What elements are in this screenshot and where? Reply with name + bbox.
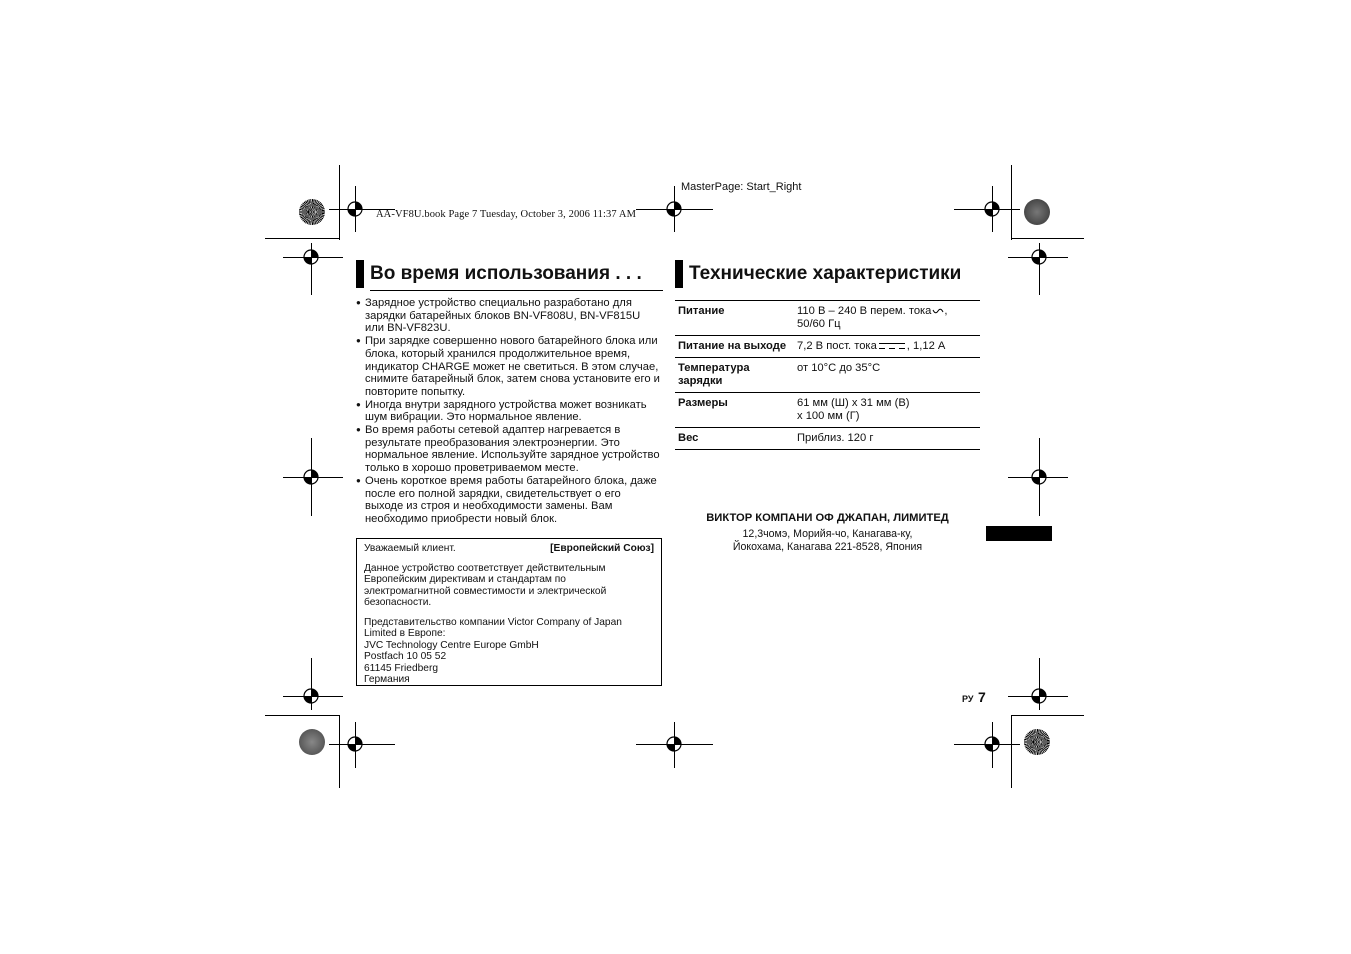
spec-value: от 10°C до 35°C <box>794 358 980 393</box>
spec-label: Питание <box>675 301 794 336</box>
company-name: ВИКТОР КОМПАНИ ОФ ДЖАПАН, ЛИМИТЕД <box>706 512 949 524</box>
title-bar-marker <box>675 260 683 288</box>
registration-target-icon <box>664 734 684 754</box>
masterpage-label: MasterPage: Start_Right <box>681 181 802 193</box>
eu-compliance-text: Данное устройство соответствует действительным Европейским директивам и стандартам по электромагнитной совместимости и электрической безопасности. <box>364 562 607 608</box>
gray-patch-icon <box>299 729 325 755</box>
spec-value: Приблиз. 120 г <box>794 428 980 450</box>
registration-target-icon <box>301 467 321 487</box>
list-item: ● Иногда внутри зарядного устройства может возникать шум вибрации. Это нормальное явление. <box>356 399 662 424</box>
registration-target-icon <box>982 199 1002 219</box>
page-lang-code: РУ <box>962 694 974 704</box>
table-row <box>675 393 980 428</box>
spec-label: Вес <box>675 428 794 450</box>
table-row <box>675 358 980 393</box>
left-section-header <box>356 260 663 291</box>
registration-target-icon <box>301 247 321 267</box>
spec-label: Температура зарядки <box>675 358 794 393</box>
address-line: Представительство компании Victor Company of Japan <box>364 616 622 628</box>
list-item: ● Во время работы сетевой адаптер нагревается в результате преобразования электроэнергии. Это нормальное явление. Используйте зарядное устройство только в хорошо проветриваемом месте. <box>356 424 662 475</box>
registration-target-icon <box>982 734 1002 754</box>
registration-target-icon <box>1029 686 1049 706</box>
usage-notes-list <box>356 297 662 526</box>
company-address-line: 12,3чомэ, Морийя-чо, Канагава-ку, <box>742 528 913 540</box>
left-section-title: Во время использования . . . <box>370 263 642 284</box>
list-item: ● Очень короткое время работы батарейного блока, даже после его полной зарядки, свидетельствует о его выходе из строя и необходимости замены. Вам необходимо приобрести новый блок. <box>356 475 662 526</box>
specs-table <box>675 300 980 450</box>
table-row <box>675 301 980 336</box>
spec-value-line2: 50/60 Гц <box>797 318 841 330</box>
language-tab-marker <box>986 526 1052 541</box>
registration-target-icon <box>301 686 321 706</box>
table-row <box>675 336 980 358</box>
table-row <box>675 428 980 450</box>
registration-target-icon <box>1029 467 1049 487</box>
registration-target-icon <box>345 734 365 754</box>
address-line: JVC Technology Centre Europe GmbH <box>364 639 539 651</box>
address-line: Limited в Европе: <box>364 628 446 639</box>
spec-value <box>794 393 980 428</box>
registration-target-icon <box>1029 247 1049 267</box>
eu-notice-box <box>356 538 662 686</box>
address-line: Postfach 10 05 52 <box>364 651 447 662</box>
starburst-mark-icon <box>1024 729 1050 755</box>
starburst-mark-icon <box>299 199 325 225</box>
dc-symbol-icon <box>879 342 905 351</box>
right-section-title: Технические характеристики <box>689 263 962 284</box>
company-address-line: Йокохама, Канагава 221-8528, Япония <box>732 541 923 553</box>
spec-label: Размеры <box>675 393 794 428</box>
book-info-line: AA-VF8U.book Page 7 Tuesday, October 3, 2006 11:37 AM <box>376 209 637 220</box>
right-section-header <box>675 260 980 288</box>
list-item: ● Зарядное устройство специально разработано для зарядки батарейных блоков BN-VF808U, BN-VF815U или BN-VF823U. <box>356 297 662 335</box>
title-underline <box>370 290 663 291</box>
spec-value-text: 110 В – 240 В перем. тока <box>797 305 932 317</box>
spec-value-line2: x 100 мм (Г) <box>797 410 860 422</box>
gray-patch-icon <box>1024 199 1050 225</box>
eu-greeting: Уважаемый клиент. <box>364 543 456 554</box>
address-line: Германия <box>364 674 410 685</box>
address-line: 61145 Friedberg <box>364 662 439 674</box>
spec-label: Питание на выходе <box>675 336 794 358</box>
page-number-value: 7 <box>977 689 986 705</box>
spec-value <box>794 336 980 358</box>
spec-value-suffix: , 1,12 А <box>906 340 946 352</box>
spec-value: 110 В – 240 В перем. тока , 50/60 Гц <box>794 301 980 336</box>
company-block <box>675 512 980 554</box>
ac-wave-icon <box>932 307 944 315</box>
spec-value-text: 7,2 В пост. тока <box>797 340 877 352</box>
title-bar-marker <box>356 260 364 288</box>
page-number <box>962 689 986 707</box>
eu-region-label: [Европейский Союз] <box>550 543 654 554</box>
eu-representative-address <box>364 617 654 686</box>
registration-target-icon <box>345 199 365 219</box>
list-item: ● При зарядке совершенно нового батарейного блока или блока, который хранился продолжительное время, индикатор CHARGE может не светиться. В этом случае, снимите батарейный блок, затем снова установите его и повторите попытку. <box>356 335 662 399</box>
registration-target-icon <box>664 199 684 219</box>
spec-value-text: 61 мм (Ш) x 31 мм (В) <box>797 397 910 409</box>
